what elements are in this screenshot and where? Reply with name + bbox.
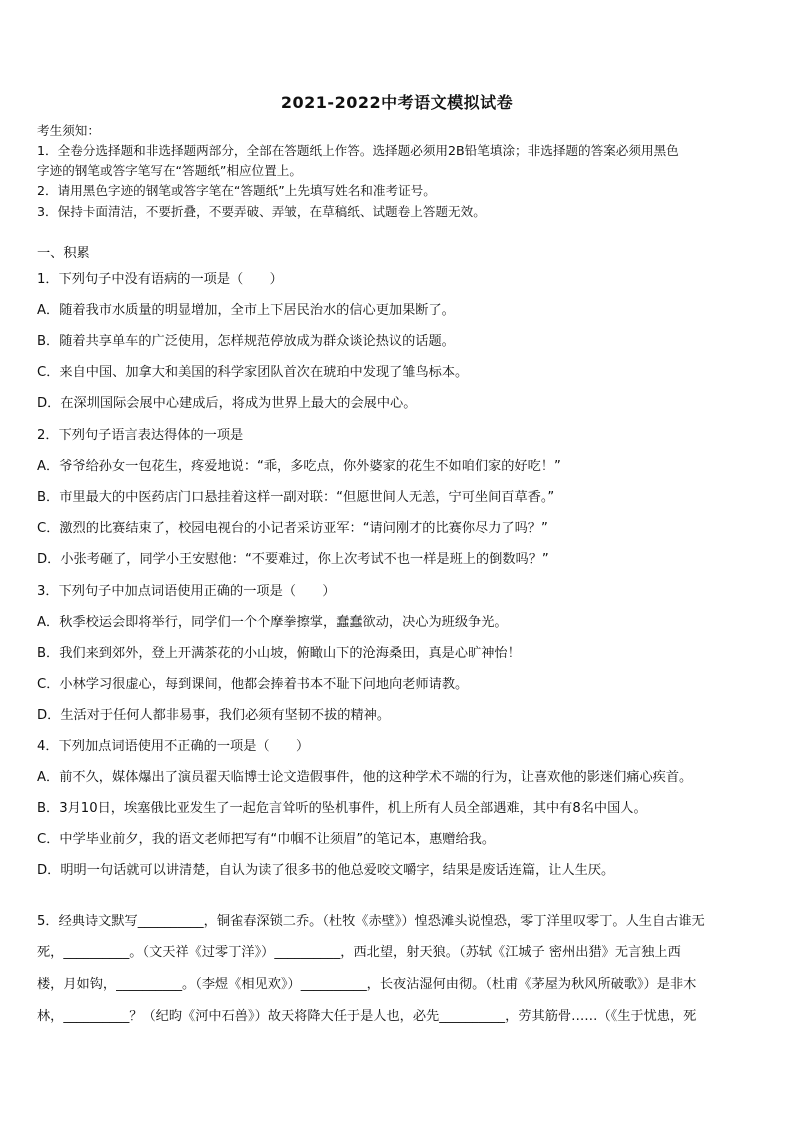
poetry-line: 楼，月如钩，__________。（李煜《相见欢》）__________，长夜沾湿何由彻。（杜甫《茅屋为秋风所破歌》）是非木 xyxy=(37,977,697,992)
option-c: C．中学毕业前夕，我的语文老师把写有“巾帼不让须眉”的笔记本，惠赠给我。 xyxy=(37,832,496,847)
notice-line: 1．全卷分选择题和非选择题两部分，全部在答题纸上作答。选择题必须用2B铅笔填涂；非选择题的答案必须用黑色 xyxy=(37,143,679,158)
section-heading: 一、积累 xyxy=(37,246,90,261)
poetry-line: 林，__________？（纪昀《河中石兽》）故天将降大任于是人也，必先__________，劳其筋骨……（《生于忧患，死 xyxy=(37,1009,697,1024)
question-stem: 1．下列句子中没有语病的一项是（ ） xyxy=(37,272,283,287)
notice-heading: 考生须知： xyxy=(37,123,100,138)
question-stem: 2．下列句子语言表达得体的一项是 xyxy=(37,428,244,443)
option-a: A．爷爷给孙女一包花生，疼爱地说：“乖，多吃点，你外婆家的花生不如咱们家的好吃！” xyxy=(37,459,561,474)
option-c: C．激烈的比赛结束了，校园电视台的小记者采访亚军：“请问刚才的比赛你尽力了吗？” xyxy=(37,521,548,536)
notice-line: 字迹的钢笔或答字笔写在“答题纸”相应位置上。 xyxy=(37,163,302,178)
option-d: D．小张考砸了，同学小王安慰他：“不要难过，你上次考试不也一样是班上的倒数吗？” xyxy=(37,552,549,567)
question-stem: 4．下列加点词语使用不正确的一项是（ ） xyxy=(37,739,310,754)
question-stem: 3．下列句子中加点词语使用正确的一项是（ ） xyxy=(37,584,336,599)
option-b: B．3月10日，埃塞俄比亚发生了一起危言耸听的坠机事件，机上所有人员全部遇难，其中有8名中国人。 xyxy=(37,801,647,816)
exam-title: 2021-2022中考语文模拟试卷 xyxy=(280,93,514,112)
notice-line: 2．请用黑色字迹的钢笔或答字笔在“答题纸”上先填写姓名和准考证号。 xyxy=(37,183,436,198)
option-b: B．市里最大的中医药店门口悬挂着这样一副对联：“但愿世间人无恙，宁可坐间百草香。” xyxy=(37,490,555,505)
option-b: B．随着共享单车的广泛使用，怎样规范停放成为群众谈论热议的话题。 xyxy=(37,334,455,349)
notice-line: 3．保持卡面清洁，不要折叠，不要弄破、弄皱，在草稿纸、试题卷上答题无效。 xyxy=(37,204,486,219)
option-c: C．来自中国、加拿大和美国的科学家团队首次在琥珀中发现了雏鸟标本。 xyxy=(37,365,469,380)
option-b: B．我们来到郊外，登上开满茶花的小山坡，俯瞰山下的沧海桑田，真是心旷神怡！ xyxy=(37,646,521,661)
poetry-line: 5．经典诗文默写__________，铜雀春深锁二乔。（杜牧《赤壁》）惶恐滩头说惶恐，零丁洋里叹零丁。人生自古谁无 xyxy=(37,914,705,929)
option-a: A．前不久，媒体爆出了演员翟天临博士论文造假事件，他的这种学术不端的行为，让喜欢他的影迷们痛心疾首。 xyxy=(37,770,693,785)
option-d: D．明明一句话就可以讲清楚，自认为读了很多书的他总爱咬文嚼字，结果是废话连篇，让人生厌。 xyxy=(37,863,615,878)
option-a: A．秋季校运会即将举行，同学们一个个摩拳擦掌，蠢蠢欲动，决心为班级争光。 xyxy=(37,615,508,630)
option-a: A．随着我市水质量的明显增加，全市上下居民治水的信心更加果断了。 xyxy=(37,303,455,318)
poetry-line: 死，__________。（文天祥《过零丁洋》）__________，西北望，射天狼。（苏轼《江城子 密州出猎》无言独上西 xyxy=(37,945,681,960)
option-c: C．小林学习很虚心，每到课间，他都会捧着书本不耻下问地向老师请教。 xyxy=(37,677,469,692)
option-d: D．在深圳国际会展中心建成后，将成为世界上最大的会展中心。 xyxy=(37,396,417,411)
option-d: D．生活对于任何人都非易事，我们必须有坚韧不拔的精神。 xyxy=(37,708,391,723)
